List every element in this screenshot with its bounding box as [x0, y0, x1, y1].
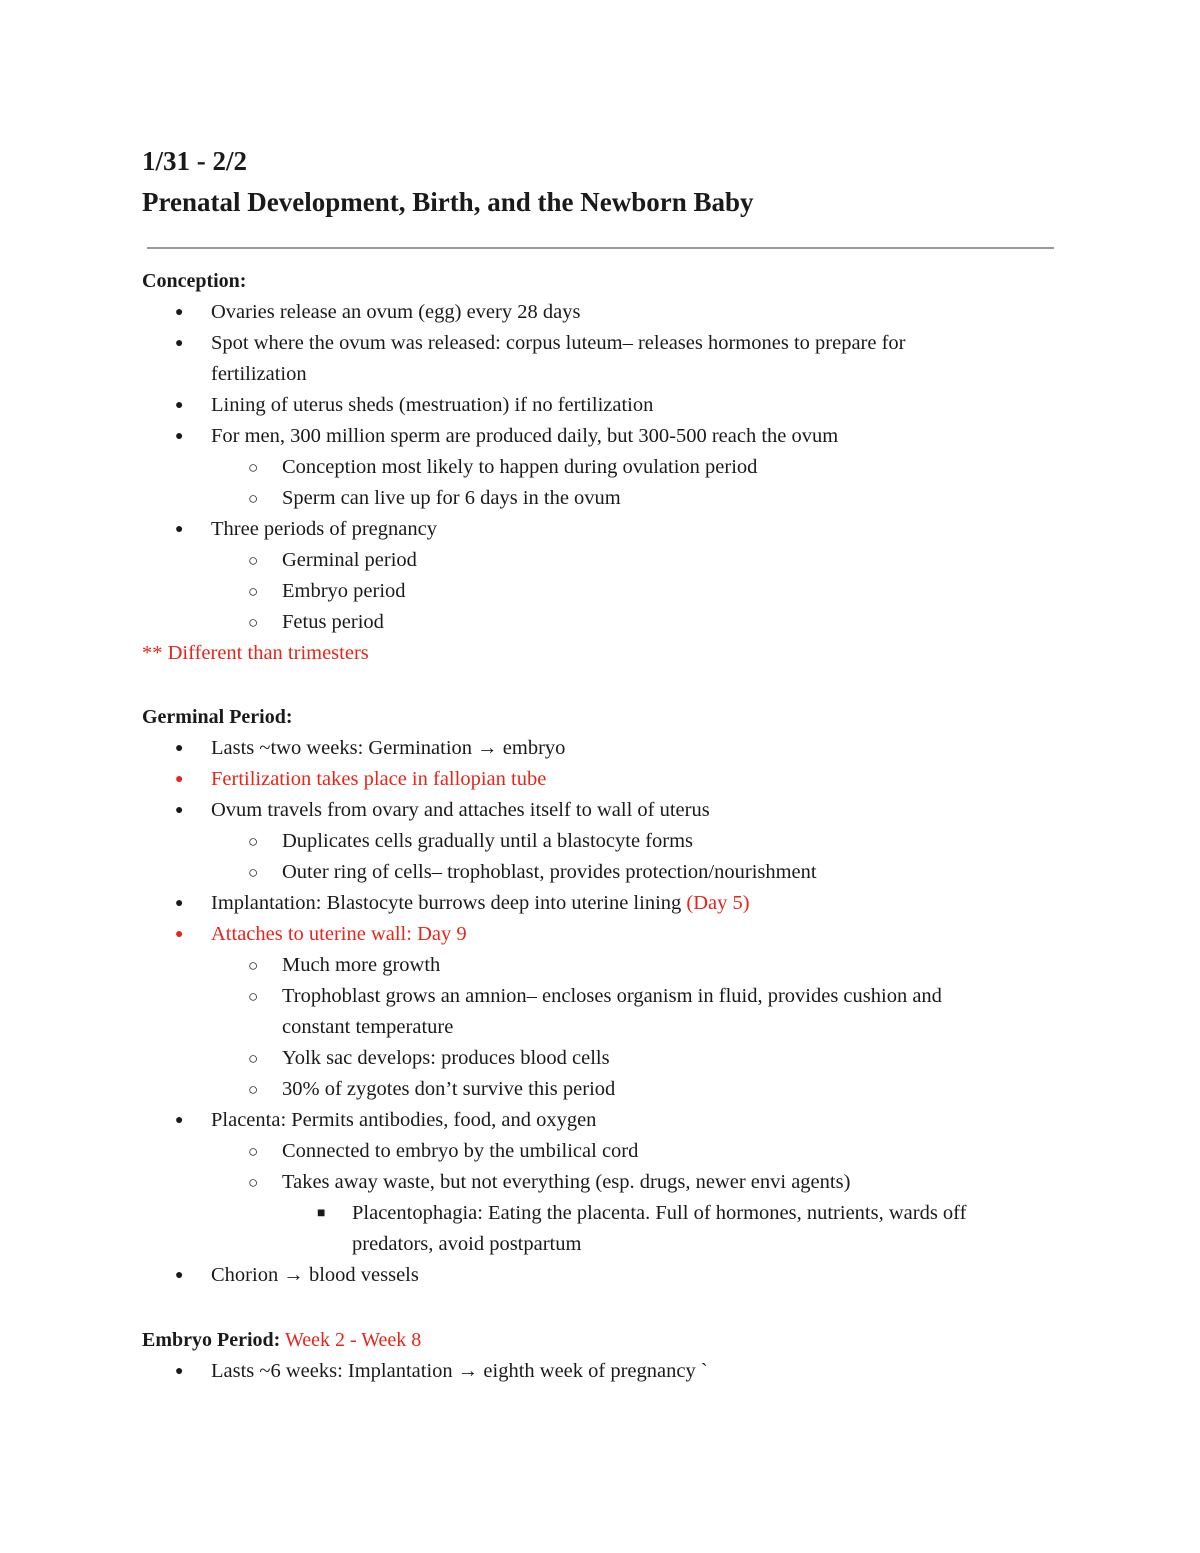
bullet-icon: ●: [175, 336, 184, 351]
list-item-text: Conception most likely to happen during ovulation period: [282, 456, 758, 478]
sub-list-item: [142, 607, 1062, 638]
list-item-text: Embryo period: [282, 580, 406, 602]
circle-bullet-icon: ○: [248, 987, 259, 1006]
sub-list-item: [142, 452, 1062, 483]
sub-list-item: [142, 981, 1062, 1012]
embryo-heading-label: Embryo Period:: [142, 1329, 281, 1351]
list-item: [142, 328, 1062, 359]
list-item-text: Attaches to uterine wall: Day 9: [211, 923, 467, 945]
list-item-text: Connected to embryo by the umbilical cord: [282, 1140, 639, 1162]
embryo-section: [142, 1325, 1062, 1387]
list-item-text: Spot where the ovum was released: corpus luteum– releases hormones to prepare for: [211, 332, 906, 354]
list-item-text: fertilization: [211, 363, 307, 385]
horizontal-rule: [147, 247, 1054, 249]
list-item-text: Lining of uterus sheds (mestruation) if no fertilization: [211, 394, 654, 416]
list-item: [142, 1105, 1062, 1136]
germinal-heading: Germinal Period:: [142, 706, 293, 728]
list-item: [142, 390, 1062, 421]
sub-sub-list-item: [142, 1198, 1062, 1229]
circle-bullet-icon: ○: [248, 1142, 259, 1161]
bullet-icon: ●: [175, 1268, 184, 1283]
circle-bullet-icon: ○: [248, 832, 259, 851]
sub-list-item-continuation: [142, 1012, 1062, 1043]
sub-sub-list-item-continuation: [142, 1229, 1062, 1260]
list-item-text: Lasts ~two weeks: Germination → embryo: [211, 737, 566, 759]
list-item-highlighted: [142, 919, 1062, 950]
list-item-text: Trophoblast grows an amnion– encloses organism in fluid, provides cushion and: [282, 985, 942, 1007]
conception-section: [142, 266, 1062, 669]
list-item-text: Duplicates cells gradually until a blastocyte forms: [282, 830, 694, 852]
list-item-text: Ovum travels from ovary and attaches itself to wall of uterus: [211, 799, 710, 821]
list-item-text: Germinal period: [282, 549, 417, 571]
circle-bullet-icon: ○: [248, 1080, 259, 1099]
list-item-text: For men, 300 million sperm are produced daily, but 300-500 reach the ovum: [211, 425, 839, 447]
list-item-text: predators, avoid postpartum: [352, 1233, 582, 1255]
list-item-text: Placenta: Permits antibodies, food, and oxygen: [211, 1109, 597, 1131]
list-item-text: Takes away waste, but not everything (esp. drugs, newer envi agents): [282, 1171, 851, 1193]
circle-bullet-icon: ○: [248, 551, 259, 570]
bullet-icon: ●: [175, 927, 184, 942]
bullet-icon: ●: [175, 398, 184, 413]
circle-bullet-icon: ○: [248, 458, 259, 477]
bullet-icon: ●: [175, 803, 184, 818]
list-item-text: constant temperature: [282, 1016, 454, 1038]
list-item-text: 30% of zygotes don’t survive this period: [282, 1078, 616, 1100]
date-range: 1/31 - 2/2: [142, 146, 247, 176]
sub-list-item: [142, 1167, 1062, 1198]
list-item: [142, 421, 1062, 452]
embryo-week-range: Week 2 - Week 8: [280, 1329, 422, 1351]
list-item: [142, 1260, 1062, 1291]
list-item-continuation: [142, 359, 1062, 390]
list-item-highlighted: [142, 764, 1062, 795]
list-item: [142, 733, 1062, 764]
circle-bullet-icon: ○: [248, 489, 259, 508]
circle-bullet-icon: ○: [248, 863, 259, 882]
document-page: [142, 142, 1062, 1382]
bullet-icon: ●: [175, 305, 184, 320]
sub-list-item: [142, 1074, 1062, 1105]
list-item-text: Chorion → blood vessels: [211, 1264, 419, 1286]
sub-list-item: [142, 483, 1062, 514]
bullet-icon: ●: [175, 896, 184, 911]
list-item-text: Lasts ~6 weeks: Implantation → eighth week of pregnancy `: [211, 1360, 708, 1382]
sub-list-item: [142, 576, 1062, 607]
list-item-text: Much more growth: [282, 954, 441, 976]
list-item-text: Outer ring of cells– trophoblast, provides protection/nourishment: [282, 861, 817, 883]
list-item: [142, 888, 1062, 919]
list-item: [142, 1356, 1062, 1387]
list-item: [142, 795, 1062, 826]
bullet-icon: ●: [175, 1364, 184, 1379]
sub-list-item: [142, 950, 1062, 981]
list-item: [142, 297, 1062, 328]
list-item-text: Fetus period: [282, 611, 384, 633]
list-item-text: Yolk sac develops: produces blood cells: [282, 1047, 610, 1069]
circle-bullet-icon: ○: [248, 1049, 259, 1068]
circle-bullet-icon: ○: [248, 1173, 259, 1192]
list-item-text: Placentophagia: Eating the placenta. Full of hormones, nutrients, wards off: [352, 1202, 967, 1224]
list-item-text: Three periods of pregnancy: [211, 518, 437, 540]
sub-list-item: [142, 1043, 1062, 1074]
list-item-text: Sperm can live up for 6 days in the ovum: [282, 487, 621, 509]
list-item-text: Ovaries release an ovum (egg) every 28 days: [211, 301, 581, 323]
embryo-heading: [142, 1325, 1062, 1356]
page-title: Prenatal Development, Birth, and the Newborn Baby: [142, 187, 754, 217]
conception-heading: Conception:: [142, 270, 247, 292]
bullet-icon: ●: [175, 1113, 184, 1128]
sub-list-item: [142, 545, 1062, 576]
circle-bullet-icon: ○: [248, 956, 259, 975]
trimester-note: ** Different than trimesters: [142, 642, 369, 664]
circle-bullet-icon: ○: [248, 613, 259, 632]
bullet-icon: ●: [175, 522, 184, 537]
day-five-highlight: (Day 5): [686, 892, 750, 914]
sub-list-item: [142, 826, 1062, 857]
circle-bullet-icon: ○: [248, 582, 259, 601]
bullet-icon: ●: [175, 741, 184, 756]
list-item-text: Implantation: Blastocyte burrows deep into uterine lining: [211, 892, 687, 914]
list-item: [142, 514, 1062, 545]
bullet-icon: ●: [175, 772, 184, 787]
bullet-icon: ●: [175, 429, 184, 444]
germinal-section: [142, 702, 1062, 1291]
square-bullet-icon: ■: [317, 1206, 326, 1221]
list-item-text: Fertilization takes place in fallopian tube: [211, 768, 547, 790]
sub-list-item: [142, 1136, 1062, 1167]
sub-list-item: [142, 857, 1062, 888]
